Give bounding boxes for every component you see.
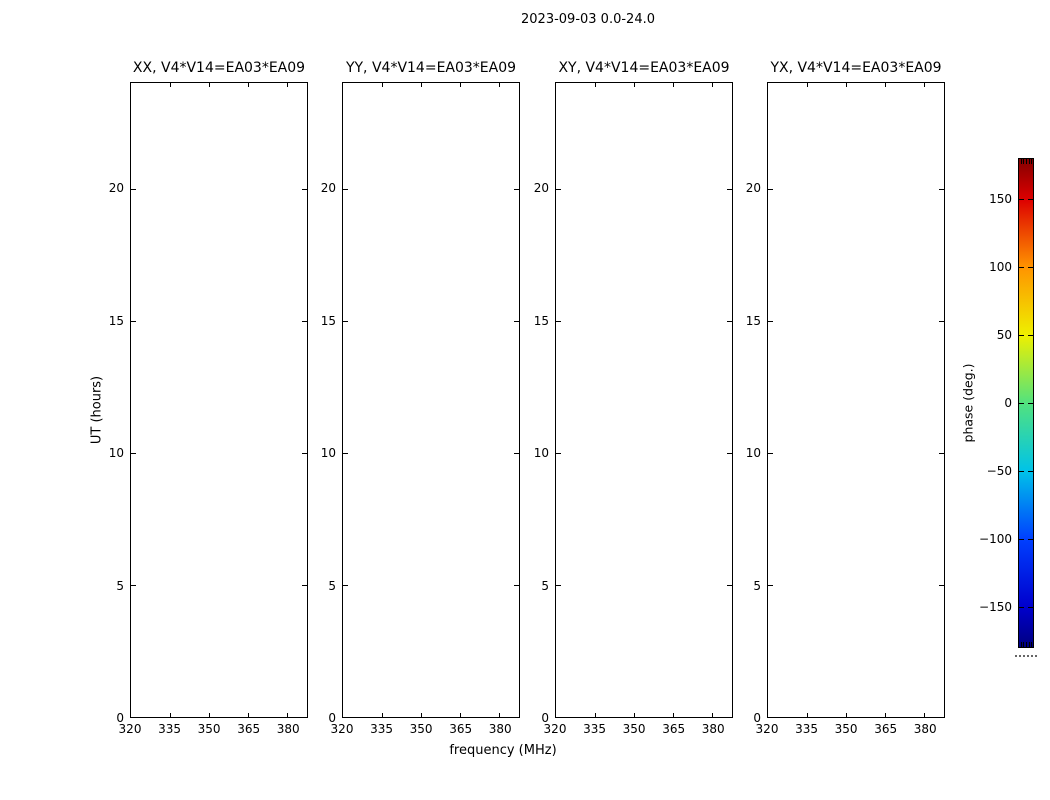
x-tick-label: 335 (583, 722, 606, 736)
x-tick-label: 350 (622, 722, 646, 736)
x-tick-label: 365 (449, 722, 473, 736)
x-tick-label: 350 (197, 722, 221, 736)
x-tick-mark (248, 713, 249, 717)
y-tick-mark (343, 453, 348, 454)
colorbar-tick-label: 0 (1004, 396, 1012, 410)
y-tick-label: 10 (533, 446, 549, 460)
y-tick-mark (131, 453, 136, 454)
colorbar-tick-mark (1028, 539, 1033, 540)
colorbar-end-tick (1023, 159, 1024, 164)
x-tick-label: 320 (118, 722, 142, 736)
colorbar-tick-mark (1019, 335, 1024, 336)
y-tick-label: 5 (116, 578, 124, 593)
x-tick-mark (885, 713, 886, 717)
x-tick-label: 380 (488, 722, 512, 736)
y-tick-mark (768, 585, 773, 586)
plot-frame (767, 82, 945, 718)
colorbar-tick-mark (1028, 607, 1033, 608)
x-tick-label: 350 (834, 722, 858, 736)
colorbar-tick-mark (1028, 335, 1033, 336)
y-tick-mark (343, 585, 348, 586)
colorbar-end-tick (1026, 159, 1027, 164)
x-tick-mark (634, 713, 635, 717)
y-tick-label: 0 (753, 711, 761, 725)
x-tick-label: 320 (330, 722, 354, 736)
x-tick-mark (460, 713, 461, 717)
colorbar-end-tick (1031, 159, 1032, 164)
x-tick-mark (382, 83, 383, 87)
colorbar-end-tick (1021, 159, 1022, 164)
x-tick-label: 380 (276, 722, 300, 736)
y-tick-mark (343, 189, 348, 190)
y-axis-label: UT (hours) (89, 375, 105, 445)
colorbar-tick-mark (1019, 267, 1024, 268)
y-tick-label: 15 (745, 313, 761, 328)
subplot-xy (533, 0, 733, 800)
plot-frame (130, 82, 308, 718)
colorbar-tick-mark (1028, 267, 1033, 268)
y-tick-mark (556, 189, 561, 190)
x-tick-label: 320 (755, 722, 779, 736)
x-tick-mark (460, 83, 461, 87)
y-tick-mark (727, 189, 732, 190)
y-tick-label: 0 (328, 711, 336, 725)
y-tick-label: 5 (541, 578, 549, 593)
x-tick-label: 335 (158, 722, 181, 736)
colorbar-tick-mark (1028, 199, 1033, 200)
y-tick-mark (343, 321, 348, 322)
colorbar-tick-mark (1028, 403, 1033, 404)
subplot-title: XX, V4*V14=EA03*EA09 (132, 60, 306, 76)
x-tick-mark (595, 713, 596, 717)
x-tick-mark (595, 83, 596, 87)
x-tick-mark (634, 83, 635, 87)
colorbar-tick-mark (1019, 199, 1024, 200)
y-tick-mark (727, 321, 732, 322)
x-tick-mark (287, 713, 288, 717)
x-tick-label: 365 (874, 722, 898, 736)
x-tick-mark (499, 713, 500, 717)
colorbar-tick-label: −50 (986, 464, 1012, 479)
y-tick-label: 20 (108, 181, 124, 195)
y-tick-label: 0 (541, 711, 549, 725)
colorbar-end-tick (1031, 642, 1032, 647)
colorbar-tick-label: 100 (989, 259, 1012, 274)
x-tick-label: 380 (913, 722, 937, 736)
y-tick-label: 20 (533, 181, 549, 195)
x-tick-mark (421, 713, 422, 717)
y-tick-mark (514, 189, 519, 190)
y-tick-mark (727, 585, 732, 586)
y-tick-mark (302, 321, 307, 322)
y-tick-label: 10 (745, 446, 761, 460)
x-tick-mark (924, 83, 925, 87)
colorbar-label: phase (deg.) (960, 363, 976, 443)
subplot-title: YX, V4*V14=EA03*EA09 (770, 60, 942, 76)
subplot-yy (320, 0, 520, 800)
y-tick-mark (768, 321, 773, 322)
x-tick-label: 365 (662, 722, 686, 736)
x-tick-mark (421, 83, 422, 87)
x-tick-mark (712, 83, 713, 87)
subplot-title: XY, V4*V14=EA03*EA09 (558, 60, 730, 76)
y-tick-label: 5 (753, 578, 761, 593)
y-tick-mark (131, 585, 136, 586)
y-tick-mark (514, 585, 519, 586)
y-tick-label: 5 (328, 578, 336, 593)
y-tick-label: 20 (745, 181, 761, 195)
colorbar-tick-label: 150 (989, 191, 1012, 206)
y-tick-label: 15 (108, 313, 124, 328)
colorbar-tick-mark (1019, 471, 1024, 472)
y-tick-label: 20 (320, 181, 336, 195)
x-tick-mark (382, 713, 383, 717)
y-tick-label: 15 (533, 313, 549, 328)
x-tick-mark (924, 713, 925, 717)
colorbar-tick-mark (1019, 403, 1024, 404)
y-tick-mark (768, 453, 773, 454)
x-tick-label: 320 (543, 722, 567, 736)
figure-title: 2023-09-03 0.0-24.0 (521, 12, 655, 27)
x-tick-mark (499, 83, 500, 87)
y-tick-label: 15 (320, 313, 336, 328)
x-tick-label: 335 (370, 722, 393, 736)
y-tick-mark (131, 189, 136, 190)
colorbar-end-tick (1029, 159, 1030, 164)
colorbar-end-tick (1026, 642, 1027, 647)
colorbar-tick-label: 50 (996, 327, 1012, 342)
x-tick-mark (248, 83, 249, 87)
y-tick-mark (302, 585, 307, 586)
x-tick-label: 380 (701, 722, 725, 736)
colorbar-tick-label: −150 (979, 600, 1012, 615)
x-tick-label: 365 (237, 722, 261, 736)
y-tick-label: 0 (116, 711, 124, 725)
x-tick-mark (712, 713, 713, 717)
colorbar-bottom-dotted-line (1015, 655, 1037, 657)
x-tick-mark (885, 83, 886, 87)
x-axis-label: frequency (MHz) (449, 743, 557, 758)
colorbar-tick-mark (1019, 607, 1024, 608)
x-tick-mark (209, 83, 210, 87)
y-tick-mark (768, 189, 773, 190)
colorbar-end-tick (1021, 642, 1022, 647)
x-tick-label: 350 (409, 722, 433, 736)
y-tick-mark (556, 585, 561, 586)
y-tick-mark (556, 321, 561, 322)
y-tick-mark (939, 453, 944, 454)
colorbar-tick-label: −100 (979, 532, 1012, 547)
x-tick-mark (673, 83, 674, 87)
x-tick-mark (170, 83, 171, 87)
subplot-yx (745, 0, 945, 800)
x-tick-mark (287, 83, 288, 87)
colorbar-tick-mark (1019, 539, 1024, 540)
y-tick-mark (514, 453, 519, 454)
y-tick-label: 10 (320, 446, 336, 460)
y-tick-mark (939, 585, 944, 586)
y-tick-mark (514, 321, 519, 322)
y-tick-mark (727, 453, 732, 454)
y-tick-mark (556, 453, 561, 454)
colorbar-end-tick (1023, 642, 1024, 647)
y-tick-label: 10 (108, 446, 124, 460)
y-tick-mark (939, 321, 944, 322)
y-tick-mark (302, 189, 307, 190)
plot-frame (555, 82, 733, 718)
y-tick-mark (302, 453, 307, 454)
colorbar-tick-mark (1028, 471, 1033, 472)
x-tick-mark (846, 713, 847, 717)
y-tick-mark (939, 189, 944, 190)
subplot-xx (108, 0, 308, 800)
colorbar-end-tick (1029, 642, 1030, 647)
x-tick-mark (209, 713, 210, 717)
y-tick-mark (131, 321, 136, 322)
subplot-title: YY, V4*V14=EA03*EA09 (345, 60, 517, 76)
x-tick-mark (170, 713, 171, 717)
x-tick-mark (846, 83, 847, 87)
x-tick-mark (807, 713, 808, 717)
x-tick-mark (807, 83, 808, 87)
x-tick-label: 335 (795, 722, 818, 736)
plot-frame (342, 82, 520, 718)
x-tick-mark (673, 713, 674, 717)
